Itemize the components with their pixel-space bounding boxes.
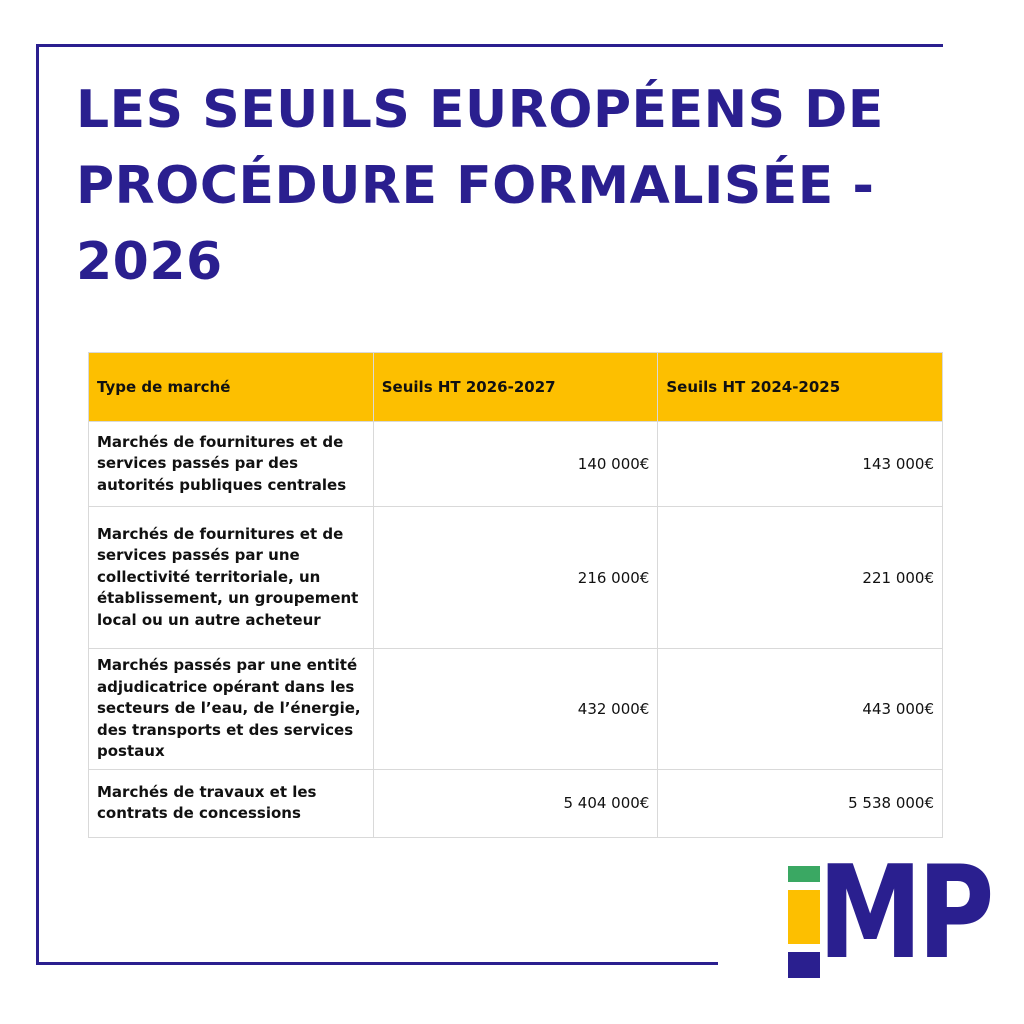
logo-green-block: [788, 866, 820, 882]
type-cell: Marchés de travaux et les contrats de concessions: [89, 769, 374, 837]
header-seuils-2024-2025: Seuils HT 2024-2025: [658, 353, 943, 422]
page-title: LES SEUILS EUROPÉENS DE PROCÉDURE FORMALISÉE - 2026: [76, 80, 884, 292]
type-cell: Marchés de fournitures et de services passés par des autorités publiques centrales: [89, 422, 374, 507]
header-seuils-2026-2027: Seuils HT 2026-2027: [373, 353, 658, 422]
frame-left-line: [36, 44, 39, 965]
type-cell: Marchés passés par une entité adjudicatrice opérant dans les secteurs de l’eau, de l’énergie, des transports et des services postaux: [89, 649, 374, 770]
type-cell: Marchés de fournitures et de services passés par une collectivité territoriale, un établissement, un groupement local ou un autre acheteur: [89, 507, 374, 649]
seuil-2026-2027-cell: 216 000€: [373, 507, 658, 649]
thresholds-table: [88, 352, 943, 838]
table-row: [89, 422, 943, 507]
header-type-de-marche: Type de marché: [89, 353, 374, 422]
frame-bottom-line: [36, 962, 718, 965]
logo-blue-block: [788, 952, 820, 978]
seuil-2024-2025-cell: 221 000€: [658, 507, 943, 649]
seuil-2026-2027-cell: 5 404 000€: [373, 769, 658, 837]
seuil-2024-2025-cell: 143 000€: [658, 422, 943, 507]
seuil-2024-2025-cell: 5 538 000€: [658, 769, 943, 837]
seuil-2026-2027-cell: 140 000€: [373, 422, 658, 507]
table-row: [89, 649, 943, 770]
seuil-2024-2025-cell: 443 000€: [658, 649, 943, 770]
logo-yellow-block: [788, 890, 820, 944]
table-row: [89, 507, 943, 649]
table-row: [89, 769, 943, 837]
logo-letters: MP: [818, 839, 990, 988]
frame-top-line: [36, 44, 943, 47]
imp-logo: [788, 839, 990, 988]
table-header-row: [89, 353, 943, 422]
seuil-2026-2027-cell: 432 000€: [373, 649, 658, 770]
